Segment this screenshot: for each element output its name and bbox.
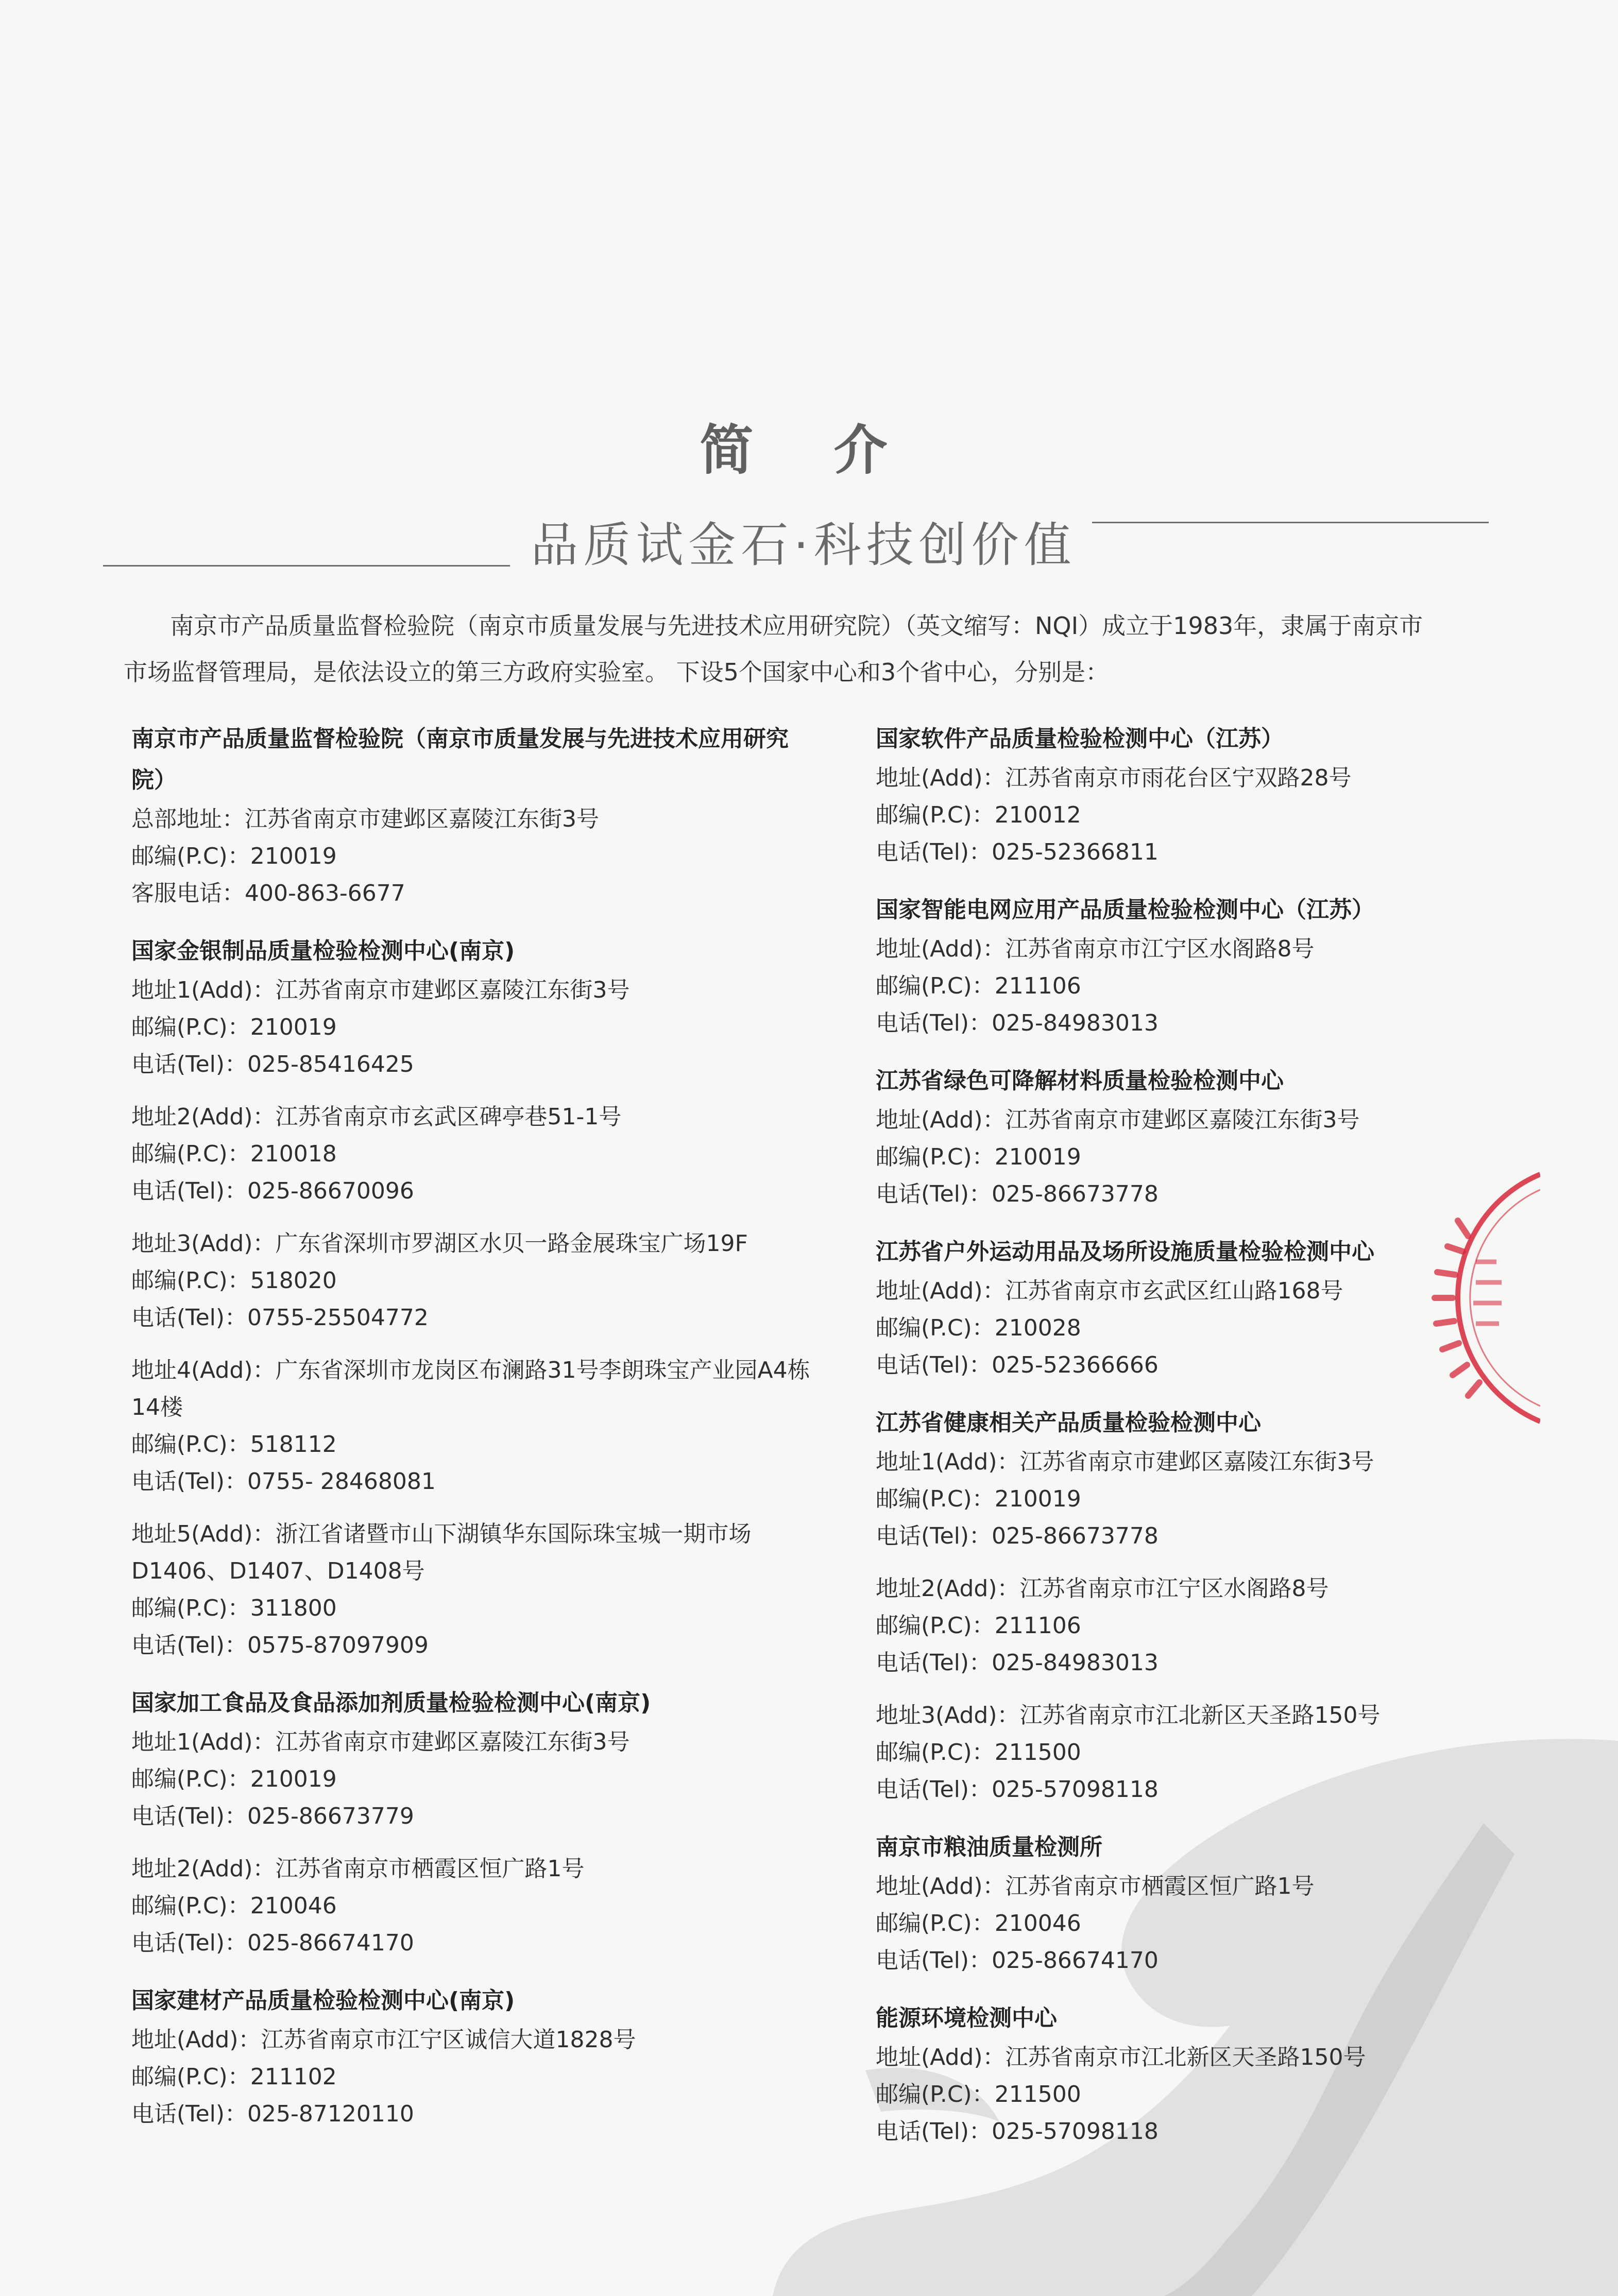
phone-line: 电话(Tel)：025-84983013: [876, 1010, 1159, 1036]
postcode-line: 邮编(P.C)：210018: [131, 1141, 337, 1167]
phone-line: 电话(Tel)：025-86673779: [131, 1803, 414, 1829]
postcode-line: 邮编(P.C)：518112: [131, 1431, 337, 1458]
center-name: 国家加工食品及食品添加剂质量检验检测中心(南京): [131, 1690, 651, 1716]
postcode-line: 邮编(P.C)：311800: [131, 1595, 337, 1621]
left-column-entry: [131, 1352, 816, 1500]
postcode-line: 邮编(P.C)：210046: [876, 1910, 1081, 1937]
address-line: 总部地址：江苏省南京市建邺区嘉陵江东街3号: [131, 806, 599, 832]
intro-text: [124, 603, 1484, 695]
phone-line: 电话(Tel)：025-57098118: [876, 1776, 1159, 1803]
address-line: 地址1(Add)：江苏省南京市建邺区嘉陵江东街3号: [131, 1729, 630, 1755]
postcode-line: 邮编(P.C)：210019: [131, 1766, 337, 1792]
phone-line: 电话(Tel)：025-85416425: [131, 1051, 414, 1077]
right-column: [876, 718, 1514, 2169]
left-column-entry: [131, 1099, 816, 1210]
right-column-entry: [876, 1827, 1514, 1979]
postcode-line: 邮编(P.C)：210012: [876, 802, 1081, 828]
postcode-line: 邮编(P.C)：518020: [131, 1267, 337, 1294]
left-column-entry: [131, 1850, 816, 1962]
address-line: 地址(Add)：江苏省南京市江北新区天圣路150号: [876, 2044, 1366, 2070]
postcode-line: 邮编(P.C)：210028: [876, 1315, 1081, 1341]
red-seal-stamp: [1386, 1159, 1540, 1427]
left-column-entry: [131, 1683, 816, 1835]
right-column-entry: [876, 1998, 1514, 2150]
address-line: 地址1(Add)：江苏省南京市建邺区嘉陵江东街3号: [131, 977, 630, 1003]
phone-line: 电话(Tel)：025-52366811: [876, 839, 1159, 865]
right-column-entry: [876, 1570, 1514, 1682]
postcode-line: 邮编(P.C)：211106: [876, 973, 1081, 999]
postcode-line: 邮编(P.C)：210019: [876, 1486, 1081, 1512]
phone-line: 客服电话：400-863-6677: [131, 880, 405, 906]
address-line: 地址2(Add)：江苏省南京市栖霞区恒广路1号: [131, 1856, 585, 1882]
phone-line: 电话(Tel)：025-86673778: [876, 1181, 1159, 1207]
phone-line: 电话(Tel)：0575-87097909: [131, 1632, 429, 1658]
postcode-line: 邮编(P.C)：211106: [876, 1613, 1081, 1639]
address-line: 地址3(Add)：江苏省南京市江北新区天圣路150号: [876, 1702, 1381, 1728]
center-name: 江苏省户外运动用品及场所设施质量检验检测中心: [876, 1239, 1374, 1265]
center-name: 江苏省绿色可降解材料质量检验检测中心: [876, 1068, 1284, 1094]
left-column-entry: [131, 1225, 816, 1337]
postcode-line: 邮编(P.C)：211500: [876, 2081, 1081, 2107]
slogan-row: [103, 497, 1489, 573]
postcode-line: 邮编(P.C)：210019: [131, 1014, 337, 1040]
address-line: 地址(Add)：江苏省南京市玄武区红山路168号: [876, 1278, 1343, 1304]
center-name: 国家建材产品质量检验检测中心(南京): [131, 1987, 515, 2014]
phone-line: 电话(Tel)：025-86670096: [131, 1178, 414, 1204]
postcode-line: 邮编(P.C)：211102: [131, 2064, 337, 2090]
right-column-entry: [876, 889, 1514, 1042]
slogan-divider-left: [103, 565, 510, 567]
phone-line: 电话(Tel)：025-52366666: [876, 1352, 1159, 1378]
left-column: [131, 718, 816, 2151]
address-line: 地址3(Add)：广东省深圳市罗湖区水贝一路金展珠宝广场19F: [131, 1230, 748, 1257]
phone-line: 电话(Tel)：025-86674170: [876, 1947, 1159, 1974]
left-column-entry: [131, 931, 816, 1083]
left-column-entry: [131, 718, 816, 912]
center-name: 国家智能电网应用产品质量检验检测中心（江苏）: [876, 897, 1374, 923]
phone-line: 电话(Tel)：025-84983013: [876, 1650, 1159, 1676]
phone-line: 电话(Tel)：0755-25504772: [131, 1305, 429, 1331]
address-line: 地址1(Add)：江苏省南京市建邺区嘉陵江东街3号: [876, 1449, 1374, 1475]
phone-line: 电话(Tel)：025-86674170: [131, 1930, 414, 1956]
slogan: 品质试金石·科技创价值: [531, 518, 1077, 573]
address-line: 地址4(Add)：广东省深圳市龙岗区布澜路31号李朗珠宝产业园A4栋14楼: [131, 1357, 810, 1420]
address-line: 地址(Add)：江苏省南京市江宁区诚信大道1828号: [131, 2027, 636, 2053]
phone-line: 电话(Tel)：025-57098118: [876, 2118, 1159, 2145]
intro-paragraph-1: 南京市产品质量监督检验院（南京市质量发展与先进技术应用研究院）（英文缩写：NQI）成立于1983年，隶属于南京市: [170, 612, 1423, 640]
postcode-line: 邮编(P.C)：210019: [131, 843, 337, 869]
right-column-entry: [876, 1697, 1514, 1808]
phone-line: 电话(Tel)：025-86673778: [876, 1523, 1159, 1549]
address-line: 地址5(Add)：浙江省诸暨市山下湖镇华东国际珠宝城一期市场D1406、D1407、D1408号: [131, 1521, 752, 1584]
address-line: 地址(Add)：江苏省南京市雨花台区宁双路28号: [876, 765, 1352, 791]
page-title: 简 介: [700, 418, 918, 482]
address-line: 地址2(Add)：江苏省南京市江宁区水阁路8号: [876, 1575, 1329, 1602]
postcode-line: 邮编(P.C)：211500: [876, 1739, 1081, 1766]
intro-paragraph-2: 市场监督管理局，是依法设立的第三方政府实验室。 下设5个国家中心和3个省中心，分别是：: [124, 658, 1110, 686]
address-line: 地址2(Add)：江苏省南京市玄武区碑亭巷51-1号: [131, 1104, 622, 1130]
right-column-entry: [876, 718, 1514, 871]
left-column-entry: [131, 1516, 816, 1664]
postcode-line: 邮编(P.C)：210019: [876, 1144, 1081, 1170]
phone-line: 电话(Tel)：0755- 28468081: [131, 1468, 436, 1495]
left-column-entry: [131, 1980, 816, 2133]
postcode-line: 邮编(P.C)：210046: [131, 1893, 337, 1919]
center-name: 南京市粮油质量检测所: [876, 1834, 1102, 1860]
slogan-divider-right: [1092, 522, 1489, 523]
phone-line: 电话(Tel)：025-87120110: [131, 2101, 414, 2127]
center-name: 国家软件产品质量检验检测中心（江苏）: [876, 726, 1284, 752]
center-name: 江苏省健康相关产品质量检验检测中心: [876, 1410, 1261, 1436]
center-name: 能源环境检测中心: [876, 2005, 1057, 2031]
address-line: 地址(Add)：江苏省南京市江宁区水阁路8号: [876, 936, 1315, 962]
address-line: 地址(Add)：江苏省南京市建邺区嘉陵江东街3号: [876, 1107, 1360, 1133]
center-name: 国家金银制品质量检验检测中心(南京): [131, 938, 515, 964]
center-name: 南京市产品质量监督检验院（南京市质量发展与先进技术应用研究院）: [131, 726, 789, 793]
address-line: 地址(Add)：江苏省南京市栖霞区恒广路1号: [876, 1873, 1315, 1899]
